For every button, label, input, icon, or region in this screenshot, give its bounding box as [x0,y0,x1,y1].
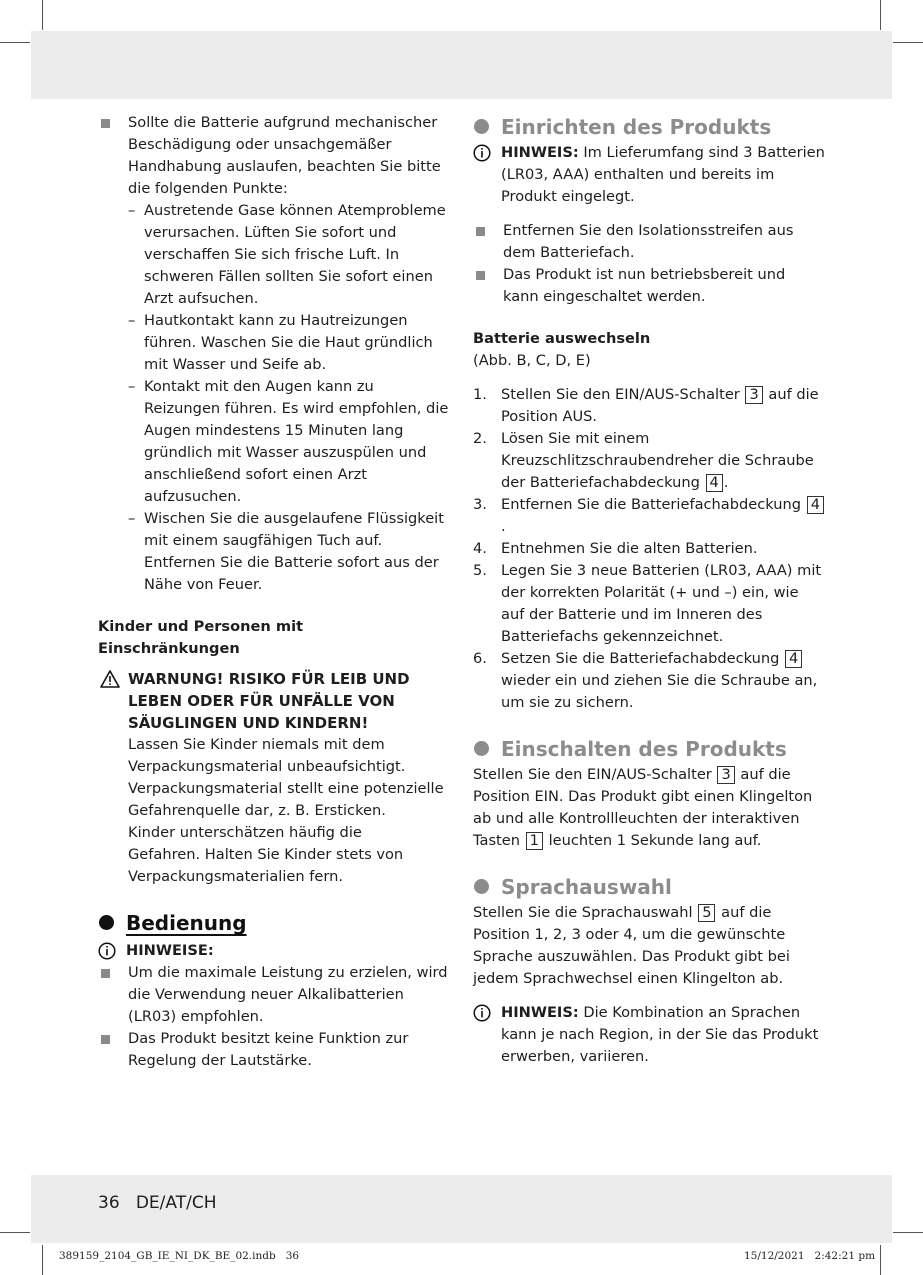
language-hint [473,1002,825,1068]
setup-hint-label: HINWEIS: [501,144,579,161]
header-band [31,31,892,99]
battery-leak-point: – Wischen Sie die ausgelaufene Flüssigkeit mit einem saugfähigen Tuch auf. Entfernen Sie die Batterie sofort aus der Nähe von Feuer. [98,508,450,596]
setup-bullet: Entfernen Sie den Isolationsstreifen aus dem Batteriefach. [473,220,825,264]
callout-box: 3 [717,766,734,784]
battery-leak-point: – Hautkontakt kann zu Hautreizungen führen. Waschen Sie die Haut gründlich mit Wasser und Seife ab. [98,310,450,376]
print-slug-date: 15/12/2021 2:42:21 pm [744,1250,876,1262]
step-item: 6. Setzen Sie die Batteriefachabdeckung 4 wieder ein und ziehen Sie die Schraube an, um sie zu sichern. [473,650,818,711]
battery-leak-point: – Kontakt mit den Augen kann zu Reizungen führen. Es wird empfohlen, die Augen mindestens 15 Minuten lang gründlich mit Wasser auszuspülen und anschließend sofort einen Arzt aufzusuchen. [98,376,450,508]
battery-change-ref: (Abb. B, C, D, E) [473,352,591,369]
crop-mark [0,42,30,43]
warning-text [98,734,450,888]
battery-change-heading: Batterie auswechseln [473,330,651,347]
crop-mark [880,0,881,30]
power-text: Stellen Sie den EIN/AUS-Schalter 3 auf die Position EIN. Das Produkt gibt einen Klingelton ab und alle Kontrollleuchten der interaktiven Tasten 1 leuchten 1 Sekunde lang auf. [473,766,813,849]
crop-mark [42,1245,43,1275]
setup-heading: Einrichten des Produkts [473,112,825,142]
page-number: 36 DE/AT/CH [98,1193,217,1213]
section-bullet-icon [99,915,114,930]
right-column [473,112,825,1068]
language-hint-text: Die Kombination an Sprachen kann je nach Region, in der Sie das Produkt erwerben, variieren. [501,1004,819,1065]
section-bullet-icon [474,879,489,894]
warning-line: Kinder unterschätzen häufig die [128,824,362,841]
operation-heading: Bedienung [98,908,450,938]
warning-line: Gefahren. Halten Sie Kinder stets von [128,846,404,863]
crop-mark [42,0,43,30]
print-slug-file: 389159_2104_GB_IE_NI_DK_BE_02.indb 36 [59,1250,300,1262]
setup-hint-text: Im Lieferumfang sind 3 Batterien (LR03, AAA) enthalten und bereits im Produkt eingelegt. [501,144,825,205]
callout-box: 3 [745,386,762,404]
operation-hint-label: HINWEISE: [126,942,214,959]
language-heading: Sprachauswahl [473,872,825,902]
crop-mark [893,42,923,43]
warning-line: Verpackungsmaterial unbeaufsichtigt. [128,758,406,775]
setup-bullet: Das Produkt ist nun betriebsbereit und kann eingeschaltet werden. [473,264,825,308]
step-item: 1. Stellen Sie den EIN/AUS-Schalter 3 auf die Position AUS. [473,386,819,425]
left-column [98,112,450,1072]
callout-box: 4 [807,496,824,514]
language-hint-label: HINWEIS: [501,1004,579,1021]
power-heading: Einschalten des Produkts [473,734,825,764]
section-bullet-icon [474,119,489,134]
step-item: 2. Lösen Sie mit einem Kreuzschlitzschraubendreher die Schraube der Batteriefachabdeckung 4 . [473,430,814,491]
operation-hint-item: Um die maximale Leistung zu erzielen, wird die Verwendung neuer Alkalibatterien (LR03) empfohlen. [98,962,450,1028]
warning-line: Verpackungsmaterial stellt eine potenzielle [128,780,444,797]
language-text: Stellen Sie die Sprachauswahl 5 auf die Position 1, 2, 3 oder 4, um die gewünschte Sprache auszuwählen. Das Produkt gibt bei jedem Sprachwechsel einen Klingelton ab. [473,904,790,987]
callout-box: 4 [785,650,802,668]
warning-block [98,668,450,734]
battery-leak-intro: Sollte die Batterie aufgrund mechanischer Beschädigung oder unsachgemäßer Handhabung auslaufen, beachten Sie bitte die folgenden Punkte: [98,112,450,200]
callout-box: 4 [706,474,723,492]
section-bullet-icon [474,741,489,756]
step-item: 4. Entnehmen Sie die alten Batterien. [473,540,758,557]
warning-triangle-icon [100,670,120,694]
warning-line: Gefahrenquelle dar, z. B. Ersticken. [128,802,386,819]
callout-box: 5 [698,904,715,922]
children-heading: Kinder und Personen mit Einschränkungen [98,618,304,657]
warning-line: Verpackungsmaterialien fern. [128,868,344,885]
operation-hint-item: Das Produkt besitzt keine Funktion zur Regelung der Lautstärke. [98,1028,450,1072]
info-icon [473,1004,491,1029]
battery-leak-point: – Austretende Gase können Atemprobleme verursachen. Lüften Sie sofort und verschaffen Sie sich frische Luft. In schweren Fällen sollten Sie sofort einen Arzt aufsuchen. [98,200,450,310]
crop-mark [880,1245,881,1275]
operation-hint [98,940,450,962]
crop-mark [0,1232,30,1233]
step-item: 3. Entfernen Sie die Batteriefachabdeckung 4. [473,494,825,538]
callout-box: 1 [526,832,543,850]
warning-title: WARNUNG! RISIKO FÜR LEIB UND LEBEN ODER FÜR UNFÄLLE VON SÄUGLINGEN UND KINDERN! [128,670,410,732]
setup-hint [473,142,825,208]
info-icon [473,144,491,169]
warning-line: Lassen Sie Kinder niemals mit dem [128,736,385,753]
crop-mark [893,1232,923,1233]
step-item: 5. Legen Sie 3 neue Batterien (LR03, AAA) mit der korrekten Polarität (+ und –) ein, wie auf der Batterie und im Inneren des Batteriefachs gekennzeichnet. [473,562,822,645]
